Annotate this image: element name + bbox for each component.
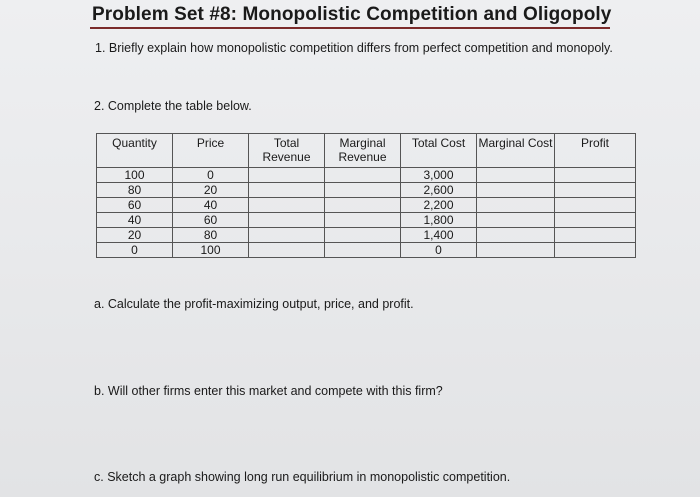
total-revenue-blank[interactable] — [249, 243, 325, 258]
total-cost-cell: 0 — [401, 243, 477, 258]
table-row — [97, 198, 636, 213]
price-cell: 60 — [173, 213, 249, 228]
table-row — [97, 183, 636, 198]
profit-blank[interactable] — [555, 168, 636, 183]
page-title: Problem Set #8: Monopolistic Competition and Oligopoly — [92, 4, 612, 25]
header-total-cost: Total Cost — [401, 134, 477, 168]
quantity-cell: 60 — [97, 198, 173, 213]
question-2a: a. Calculate the profit-maximizing output, price, and profit. — [94, 297, 414, 311]
total-cost-cell: 3,000 — [401, 168, 477, 183]
total-cost-cell: 1,400 — [401, 228, 477, 243]
header-price: Price — [173, 134, 249, 168]
price-cell: 20 — [173, 183, 249, 198]
profit-blank[interactable] — [555, 198, 636, 213]
marginal-cost-blank[interactable] — [477, 183, 555, 198]
profit-blank[interactable] — [555, 213, 636, 228]
marginal-revenue-blank[interactable] — [325, 243, 401, 258]
header-marginal-cost: Marginal Cost — [477, 134, 555, 168]
table-row — [97, 228, 636, 243]
marginal-cost-blank[interactable] — [477, 168, 555, 183]
marginal-cost-blank[interactable] — [477, 198, 555, 213]
question-2c: c. Sketch a graph showing long run equilibrium in monopolistic competition. — [94, 470, 511, 484]
marginal-revenue-blank[interactable] — [325, 198, 401, 213]
price-cell: 0 — [173, 168, 249, 183]
total-revenue-blank[interactable] — [249, 183, 325, 198]
quantity-cell: 0 — [97, 243, 173, 258]
quantity-cell: 100 — [97, 168, 173, 183]
profit-blank[interactable] — [555, 228, 636, 243]
question-1: 1. Briefly explain how monopolistic competition differs from perfect competition and monopoly. — [95, 41, 613, 55]
quantity-cell: 80 — [97, 183, 173, 198]
marginal-cost-blank[interactable] — [477, 243, 555, 258]
marginal-revenue-blank[interactable] — [325, 168, 401, 183]
title-underline — [90, 27, 610, 29]
marginal-cost-blank[interactable] — [477, 213, 555, 228]
price-cell: 80 — [173, 228, 249, 243]
total-revenue-blank[interactable] — [249, 213, 325, 228]
marginal-revenue-blank[interactable] — [325, 183, 401, 198]
total-cost-cell: 2,600 — [401, 183, 477, 198]
marginal-cost-blank[interactable] — [477, 228, 555, 243]
header-profit: Profit — [555, 134, 636, 168]
table-row — [97, 168, 636, 183]
total-cost-cell: 2,200 — [401, 198, 477, 213]
header-total-revenue: Total Revenue — [249, 134, 325, 168]
cost-revenue-table — [96, 133, 636, 258]
total-revenue-blank[interactable] — [249, 228, 325, 243]
price-cell: 40 — [173, 198, 249, 213]
table-row — [97, 243, 636, 258]
quantity-cell: 40 — [97, 213, 173, 228]
table-row — [97, 213, 636, 228]
marginal-revenue-blank[interactable] — [325, 228, 401, 243]
price-cell: 100 — [173, 243, 249, 258]
marginal-revenue-blank[interactable] — [325, 213, 401, 228]
header-quantity: Quantity — [97, 134, 173, 168]
profit-blank[interactable] — [555, 243, 636, 258]
header-marginal-revenue: Marginal Revenue — [325, 134, 401, 168]
question-2b: b. Will other firms enter this market and compete with this firm? — [94, 384, 443, 398]
table-header-row — [97, 134, 636, 168]
total-cost-cell: 1,800 — [401, 213, 477, 228]
question-2: 2. Complete the table below. — [94, 99, 252, 113]
quantity-cell: 20 — [97, 228, 173, 243]
profit-blank[interactable] — [555, 183, 636, 198]
total-revenue-blank[interactable] — [249, 168, 325, 183]
total-revenue-blank[interactable] — [249, 198, 325, 213]
